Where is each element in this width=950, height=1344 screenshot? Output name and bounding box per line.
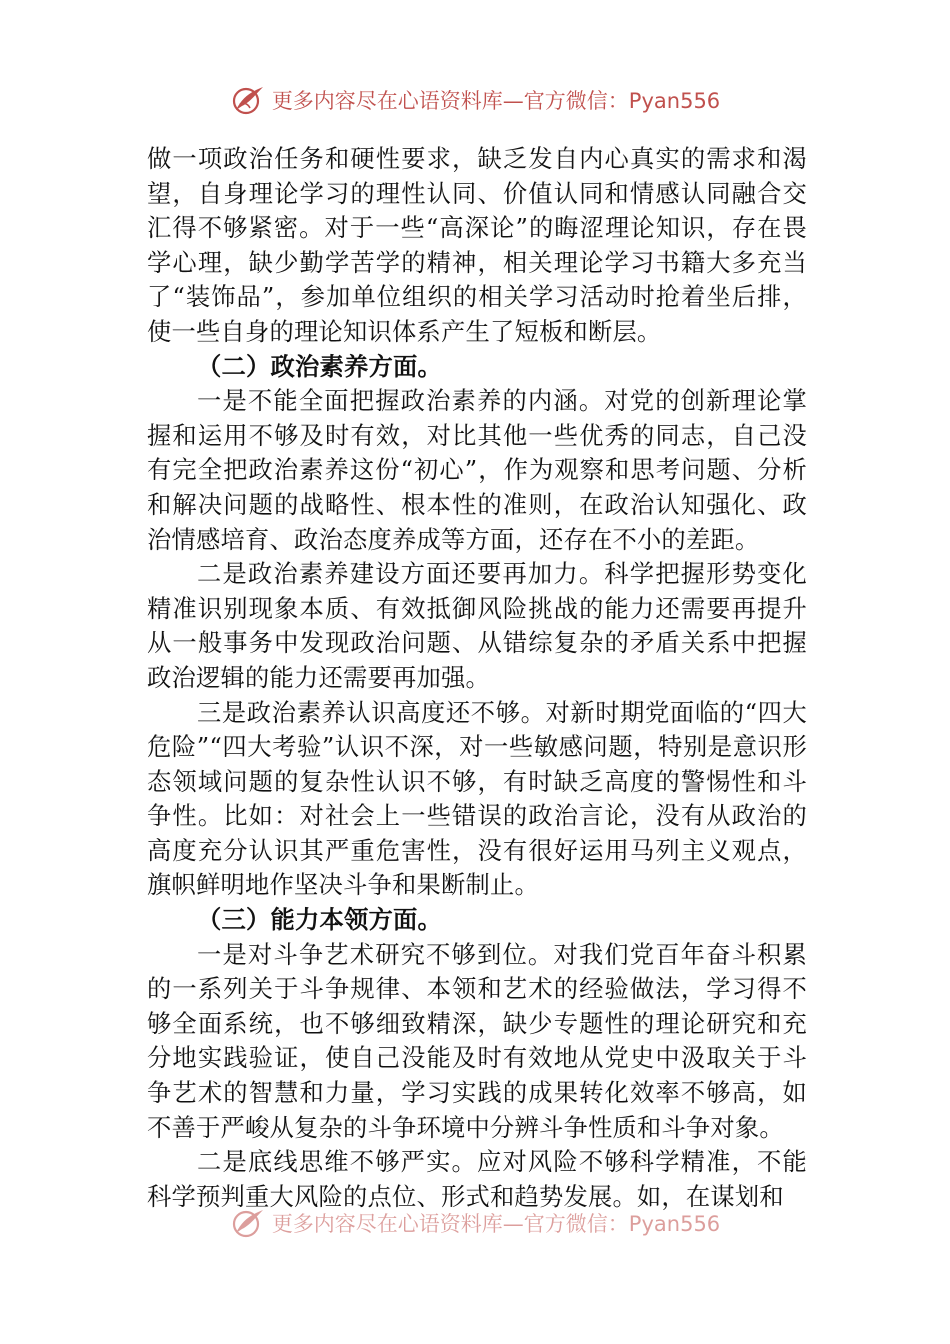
paragraph: 二是底线思维不够严实。应对风险不够科学精准，不能科学预判重大风险的点位、形式和趋势发展。如，在谋划和 xyxy=(147,1147,807,1211)
document-body xyxy=(147,142,807,1212)
paragraph: 做一项政治任务和硬性要求，缺乏发自内心真实的需求和渴望，自身理论学习的理性认同、价值认同和情感认同融合交汇得不够紧密。对于一些“高深论”的晦涩理论知识，存在畏学心理，缺少勤学苦学的精神，相关理论学习书籍大多充当了“装饰品”，参加单位组织的相关学习活动时抢着坐后排，使一些自身的理论知识体系产生了短板和断层。 xyxy=(147,144,807,346)
paragraph: 一是对斗争艺术研究不够到位。对我们党百年奋斗积累的一系列关于斗争规律、本领和艺术的经验做法，学习得不够全面系统，也不够细致精深，缺少专题性的理论研究和充分地实践验证，使自己没能及时有效地从党史中汲取关于斗争艺术的智慧和力量，学习实践的成果转化效率不够高，如不善于严峻从复杂的斗争环境中分辨斗争性质和斗争对象。 xyxy=(147,939,807,1142)
watermark-header xyxy=(0,84,950,116)
watermark-text: 更多内容尽在心语资料库—官方微信：Pyan556 xyxy=(271,89,721,113)
watermark-text: 更多内容尽在心语资料库—官方微信：Pyan556 xyxy=(271,1212,721,1236)
section-heading: （三）能力本领方面。 xyxy=(197,905,442,935)
paragraph: 一是不能全面把握政治素养的内涵。对党的创新理论掌握和运用不够及时有效，对比其他一些优秀的同志，自己没有完全把政治素养这份“初心”，作为观察和思考问题、分析和解决问题的战略性、根本性的准则，在政治认知强化、政治情感培育、政治态度养成等方面，还存在不小的差距。 xyxy=(147,386,807,554)
brush-logo-icon xyxy=(230,1207,266,1239)
paragraph: 三是政治素养认识高度还不够。对新时期党面临的“四大危险”“四大考验”认识不深，对一些敏感问题，特别是意识形态领域问题的复杂性认识不够，有时缺乏高度的警惕性和斗争性。比如：对社会上一些错误的政治言论，没有从政治的高度充分认识其严重危害性，没有很好运用马列主义观点，旗帜鲜明地作坚决斗争和果断制止。 xyxy=(147,697,807,900)
watermark-footer xyxy=(0,1207,950,1239)
section-heading: （二）政治素养方面。 xyxy=(197,351,442,381)
paragraph: 二是政治素养建设方面还要再加力。科学把握形势变化精准识别现象本质、有效抵御风险挑战的能力还需要再提升从一般事务中发现政治问题、从错综复杂的矛盾关系中把握政治逻辑的能力还需要再加强。 xyxy=(147,559,807,692)
brush-logo-icon xyxy=(230,84,266,116)
